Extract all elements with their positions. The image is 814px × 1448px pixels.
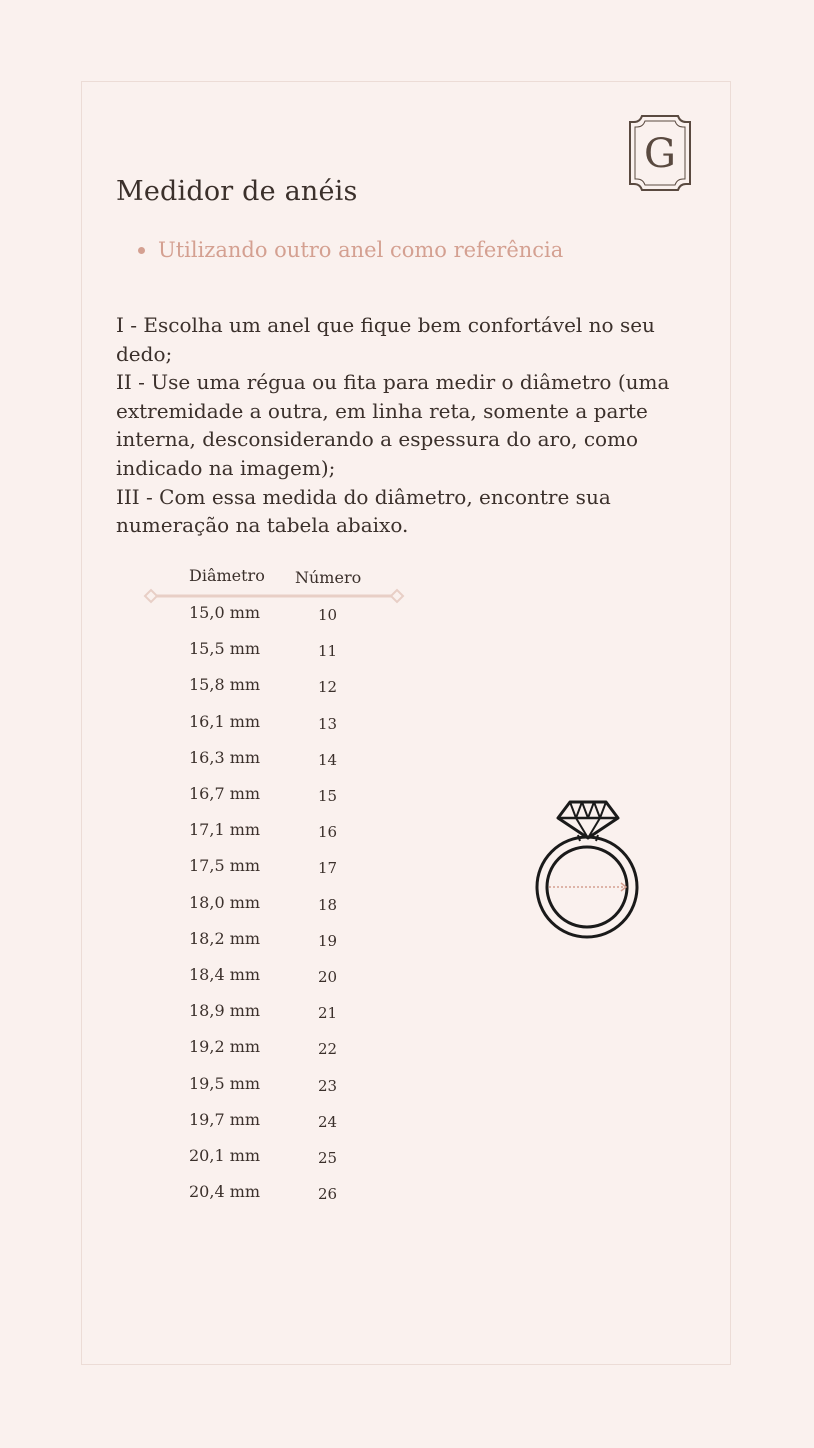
method-label: Utilizando outro anel como referência <box>158 238 564 262</box>
diameter-cell: 19,2 mm <box>189 1037 261 1057</box>
diameter-cell: 18,0 mm <box>189 892 261 912</box>
diameter-cell: 20,4 mm <box>189 1182 261 1202</box>
page-title: Medidor de anéis <box>116 176 358 207</box>
diameter-cell: 17,5 mm <box>189 856 261 876</box>
diameter-cell: 16,7 mm <box>189 784 261 803</box>
number-cell: 21 <box>318 1004 338 1023</box>
brand-logo <box>626 112 694 194</box>
number-cell: 18 <box>318 895 338 914</box>
number-cell: 17 <box>318 859 338 878</box>
number-cell: 12 <box>318 678 338 697</box>
diameter-cell: 18,4 mm <box>189 965 261 984</box>
instruction-step-2: II - Use uma régua ou fita para medir o diâmetro (uma extremidade a outra, em linha reta, somente a parte interna, desconsiderando a espessura do aro, como indicado na imagem); <box>116 370 670 480</box>
number-cell: 11 <box>318 642 338 661</box>
diameter-cell: 15,5 mm <box>189 639 261 659</box>
instruction-step-3: III - Com essa medida do diâmetro, encontre sua numeração na tabela abaixo. <box>116 484 611 538</box>
header-diameter: Diâmetro <box>189 566 265 585</box>
instruction-step-1: I - Escolha um anel que fique bem confortável no seu dedo; <box>116 313 655 366</box>
number-cell: 26 <box>318 1185 338 1204</box>
diameter-cell: 17,1 mm <box>189 820 261 840</box>
number-cell: 16 <box>318 823 338 842</box>
method-bullet <box>138 238 563 262</box>
diameter-cell: 19,5 mm <box>189 1073 261 1093</box>
number-cell: 14 <box>318 750 338 769</box>
diameter-cell: 15,8 mm <box>189 675 261 695</box>
number-cell: 19 <box>318 931 338 950</box>
number-cell: 10 <box>318 606 338 624</box>
diameter-cell: 20,1 mm <box>189 1146 261 1165</box>
diameter-cell: 18,2 mm <box>189 928 261 948</box>
number-cell: 13 <box>318 714 338 733</box>
number-cell: 25 <box>318 1149 338 1167</box>
number-cell: 23 <box>318 1076 338 1095</box>
header-number: Número <box>295 568 362 587</box>
diameter-cell: 18,9 mm <box>189 1001 261 1021</box>
diameter-cell: 15,0 mm <box>189 603 261 622</box>
number-cell: 22 <box>318 1040 338 1059</box>
logo-letter: G <box>644 131 676 177</box>
diameter-cell: 16,1 mm <box>189 711 261 731</box>
diameter-cell: 19,7 mm <box>189 1109 261 1129</box>
header-divider <box>142 587 406 605</box>
ring-diagram-icon <box>530 796 646 942</box>
diameter-cell: 16,3 mm <box>189 747 261 767</box>
number-cell: 20 <box>318 968 338 986</box>
instructions <box>116 311 706 540</box>
bullet-dot-icon <box>138 247 145 254</box>
content-card <box>81 81 731 1365</box>
number-cell: 24 <box>318 1112 338 1131</box>
number-cell: 15 <box>318 787 338 805</box>
